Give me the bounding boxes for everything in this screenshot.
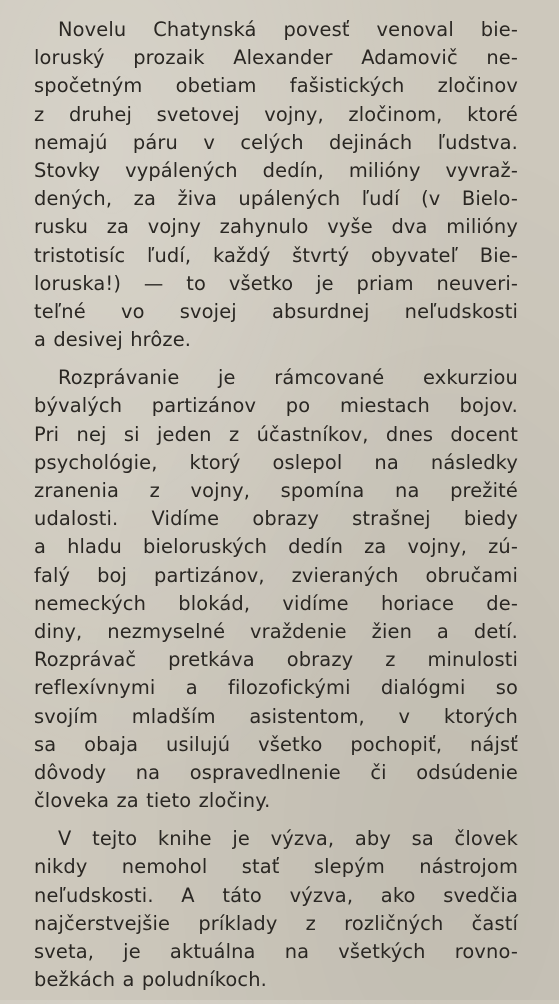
text-line: dených, za živa upálených ľudí (v Bielo-: [34, 187, 518, 211]
text-line: nemeckých blokád, vidíme horiace de-: [34, 591, 518, 615]
text-line: bežkách a poludníkoch.: [34, 968, 267, 992]
text-line: nemajú páru v celých dejinách ľudstva.: [34, 130, 518, 154]
text-line: nikdy nemohol stať slepým nástrojom: [34, 855, 518, 879]
text-line: falý boj partizánov, zvieraných obručami: [34, 563, 518, 587]
text-block: [34, 16, 518, 1004]
text-line: z druhej svetovej vojny, zločinom, ktoré: [34, 102, 518, 126]
text-line: udalosti. Vidíme obrazy strašnej biedy: [34, 507, 518, 531]
text-line: človeka za tieto zločiny.: [34, 789, 271, 813]
text-line: reflexívnymi a filozofickými dialógmi so: [34, 676, 518, 700]
text-line: V tejto knihe je výzva, aby sa človek: [58, 827, 518, 851]
text-line: sveta, je aktuálna na všetkých rovno-: [34, 940, 518, 963]
text-line: bývalých partizánov po miestach bojov.: [34, 394, 518, 418]
text-line: Stovky vypálených dedín, milióny vyvraž-: [34, 158, 518, 182]
text-line: zranenia z vojny, spomína na prežité: [34, 479, 518, 502]
text-line: diny, nezmyselné vraždenie žien a detí.: [34, 619, 518, 643]
text-line: neľudskosti. A táto výzva, ako svedčia: [34, 883, 518, 907]
text-line: Novelu Chatynská povesť venoval bie-: [58, 18, 518, 41]
text-line: dôvody na ospravedlnenie či odsúdenie: [34, 760, 518, 784]
text-line: a desivej hrôze.: [34, 328, 192, 352]
paragraph-2: [34, 364, 518, 815]
text-line: Rozprávač pretkáva obrazy z minulosti: [34, 648, 518, 672]
text-line: Rozprávanie je rámcované exkurziou: [58, 366, 518, 390]
paragraph-3: [34, 825, 518, 994]
text-line: najčerstvejšie príklady z rozličných častí: [34, 911, 518, 935]
text-line: rusku za vojny zahynulo vyše dva milióny: [34, 215, 518, 239]
text-line: sa obaja usilujú všetko pochopiť, nájsť: [34, 732, 518, 756]
text-line: psychológie, ktorý oslepol na následky: [34, 450, 518, 474]
text-line: a hladu bieloruských dedín za vojny, zú-: [34, 535, 518, 559]
text-line: Pri nej si jeden z účastníkov, dnes docent: [34, 422, 518, 446]
text-line: tristotisíc ľudí, každý štvrtý obyvateľ Bie-: [34, 243, 518, 267]
text-line: teľné vo svojej absurdnej neľudskosti: [34, 299, 518, 323]
text-line: loruska!) — to všetko je priam neuveri-: [34, 271, 518, 295]
paragraph-1: [34, 16, 518, 354]
text-line: loruský prozaik Alexander Adamovič ne-: [34, 46, 518, 70]
text-line: svojím mladším asistentom, v ktorých: [34, 704, 518, 728]
text-line: spočetným obetiam fašistických zločinov: [34, 74, 518, 98]
